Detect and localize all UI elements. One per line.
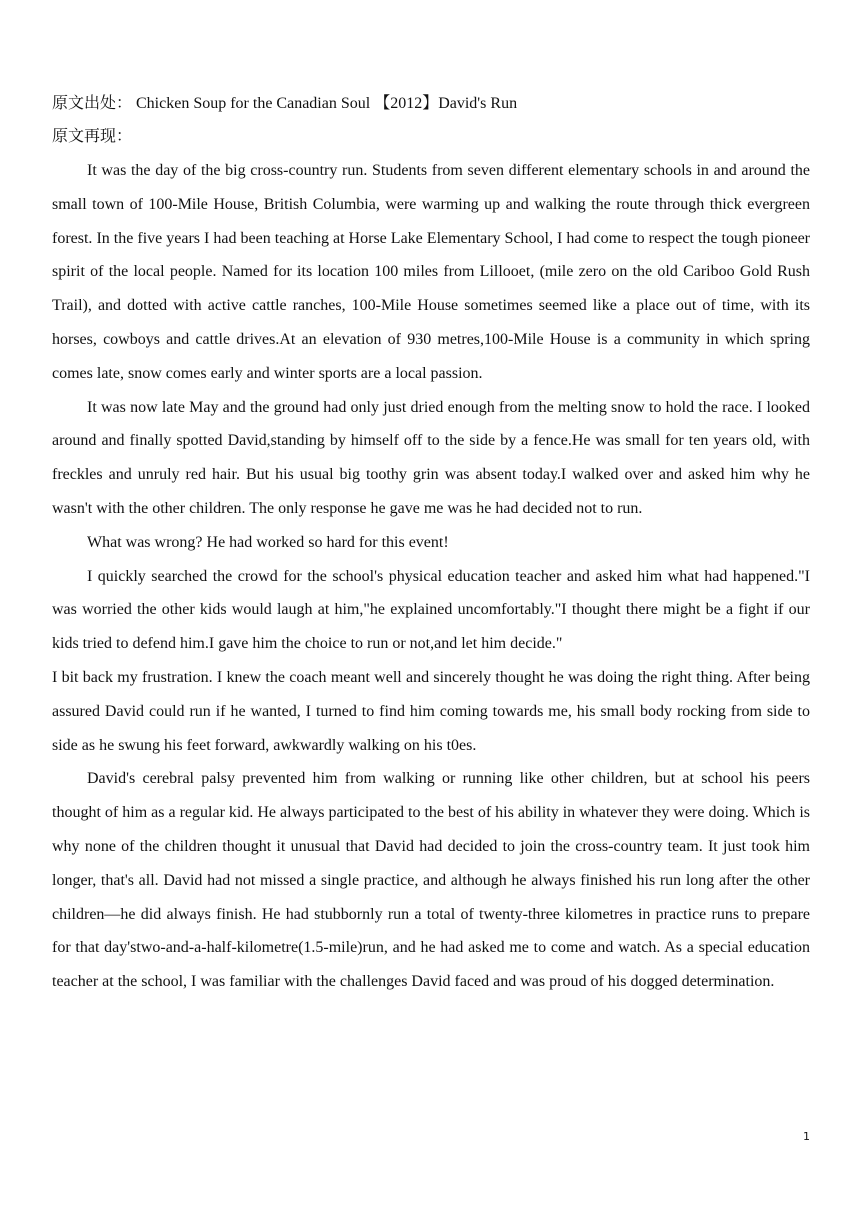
paragraph: It was the day of the big cross-country run. Students from seven different elementary schools in and around the small town of 100-Mile House, British Columbia, were warming up and walking the route through thick evergreen forest. In the five years I had been teaching at Horse Lake Elementary School, I had come to respect the tough pioneer spirit of the local people. Named for its location 100 miles from Lillooet, (mile zero on the old Cariboo Gold Rush Trail), and dotted with active cattle ranches, 100-Mile House sometimes seemed like a place out of time, with its horses, cowboys and cattle drives.At an elevation of 930 metres,100-Mile House is a community in which spring comes late, snow comes early and winter sports are a local passion. [52,162,810,382]
paragraph: It was now late May and the ground had only just dried enough from the melting snow to hold the race. I looked around and finally spotted David,standing by himself off to the side by a fence.He was small for ten years old, with freckles and unruly red hair. But his usual big toothy grin was absent today.I walked over and asked him why he wasn't with the other children. The only response he gave me was he had decided not to run. [52,398,810,517]
article-body [52,154,810,999]
paragraph: I quickly searched the crowd for the school's physical education teacher and asked him what had happened."I was worried the other kids would laugh at him,"he explained uncomfortably."I thought there might be a fight if our kids tried to defend him.I gave him the choice to run or not,and let him decide." [52,567,810,653]
paragraph: David's cerebral palsy prevented him from walking or running like other children, but at school his peers thought of him as a regular kid. He always participated to the best of his ability in whatever they were doing. Which is why none of the children thought it unusual that David had decided to join the cross-country team. It just took him longer, that's all. David had not missed a single practice, and although he always finished his run long after the other children—he did always finish. He had stubbornly run a total of twenty-three kilometres in practice runs to prepare for that day'stwo-and-a-half-kilometre(1.5-mile)run, and he had asked me to come and watch. As a special education teacher at the school, I was familiar with the challenges David faced and was proud of his dogged determination. [52,770,810,991]
reproduction-label: 原文再现： [52,128,133,145]
source-line: 原文出处： Chicken Soup for the Canadian Soul 【2012】David's Run [52,95,518,112]
paragraph: I bit back my frustration. I knew the coach meant well and sincerely thought he was doing the right thing. After being assured David could run if he wanted, I turned to find him coming towards me, his small body rocking from side to side as he swung his feet forward, awkwardly walking on his t0es. [52,668,810,754]
page-number: 1 [803,1130,810,1143]
paragraph: What was wrong? He had worked so hard for this event! [87,533,449,551]
